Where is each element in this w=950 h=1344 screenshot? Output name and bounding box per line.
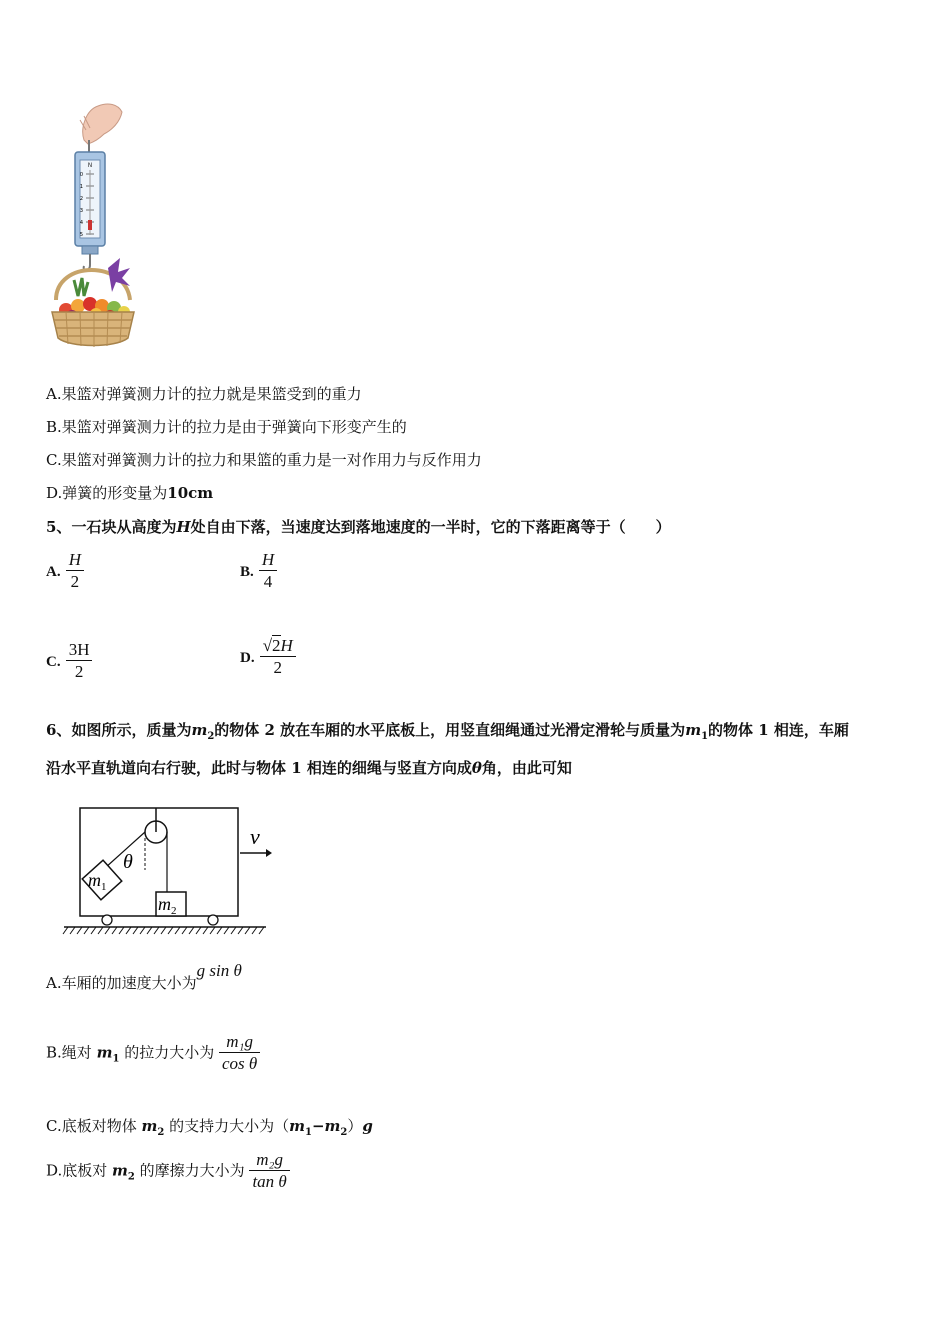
q4-option-a[interactable] xyxy=(46,384,362,404)
q6-option-d[interactable]: D.底板对 $m_2$ 的摩擦力大小为 $\frac{\text{m₂g}}{\text{tan θ}}$ xyxy=(46,1150,290,1193)
hatch-line xyxy=(112,927,117,934)
fraction: $\frac{\text{m₁g}}{\text{cos θ}}$ xyxy=(219,1032,260,1075)
hatch-line xyxy=(217,927,222,934)
scale-tick-label: 5 xyxy=(79,232,83,238)
hatch-line xyxy=(119,927,124,934)
q6-stem-line2: 沿水平直轨道向右行驶，此时与物体 1 相连的细绳与竖直方向成θ角，由此可知 xyxy=(46,759,572,777)
hatch-line xyxy=(105,927,110,934)
scale-unit: N xyxy=(87,162,93,169)
scale-tick-label: 4 xyxy=(79,220,83,226)
option-label: C. xyxy=(46,451,62,469)
q4-option-c[interactable] xyxy=(46,450,482,470)
scale-tick-label: 3 xyxy=(79,208,83,214)
option-text: 果篮对弹簧测力计的拉力是由于弹簧向下形变产生的 xyxy=(61,418,407,436)
hatch-line xyxy=(182,927,187,934)
hatch-line xyxy=(63,927,68,934)
hatch-line xyxy=(168,927,173,934)
hatch-line xyxy=(224,927,229,934)
var-h: H xyxy=(176,518,191,536)
hatch-line xyxy=(70,927,75,934)
option-label: A. xyxy=(46,564,61,580)
hatch-line xyxy=(147,927,152,934)
option-label: C. xyxy=(46,654,61,670)
sqrt-icon: √ xyxy=(262,636,273,655)
m2-label: $m_2$ xyxy=(158,894,177,917)
hatch-line xyxy=(238,927,243,934)
hatch-line xyxy=(154,927,159,934)
hatch-line xyxy=(133,927,138,934)
q5-option-b[interactable] xyxy=(240,550,277,593)
hatch-line xyxy=(196,927,201,934)
q5-option-c[interactable] xyxy=(46,640,92,683)
q5-stem: 5、一石块从高度为H处自由下落，当速度达到落地速度的一半时，它的下落距离等于（ ） xyxy=(46,518,671,536)
q6-option-b[interactable]: B.绳对 $m_1$ 的拉力大小为 $\frac{\text{m₁g}}{\text{cos θ}}$ xyxy=(46,1032,260,1075)
train-car-diagram xyxy=(60,800,280,940)
velocity-label: v xyxy=(250,824,260,849)
hatch-line xyxy=(161,927,166,934)
m1-label: $m_1$ xyxy=(88,870,107,893)
wheel xyxy=(102,915,112,925)
q5-option-d[interactable] xyxy=(240,636,296,679)
hatch-line xyxy=(77,927,82,934)
hatch-line xyxy=(252,927,257,934)
hatch-line xyxy=(210,927,215,934)
spring-scale-figure xyxy=(46,100,146,350)
scale-tick-label: 2 xyxy=(79,196,83,202)
option-text: 弹簧的形变量为 xyxy=(62,484,168,502)
option-text: 果篮对弹簧测力计的拉力和果篮的重力是一对作用力与反作用力 xyxy=(61,451,482,469)
question-number: 5、 xyxy=(46,518,72,536)
hatch-line xyxy=(140,927,145,934)
hatch-line xyxy=(231,927,236,934)
scale-tick-label: 0 xyxy=(79,172,83,178)
theta-label: θ xyxy=(123,851,133,873)
option-label: A. xyxy=(46,385,62,403)
hatch-line xyxy=(91,927,96,934)
answer-math: g sin θ xyxy=(196,961,242,980)
fraction: $\frac{H}{4}$ xyxy=(259,550,277,593)
hand-icon xyxy=(83,104,122,144)
option-label: B. xyxy=(46,418,62,436)
q4-option-b[interactable] xyxy=(46,417,407,437)
option-label: D. xyxy=(240,650,255,666)
ground-hatching xyxy=(63,927,264,934)
option-text: 果篮对弹簧测力计的拉力就是果篮受到的重力 xyxy=(61,385,362,403)
hatch-line xyxy=(259,927,264,934)
q6-option-a[interactable]: A.车厢的加速度大小为g sin θ xyxy=(46,961,242,992)
option-label: A. xyxy=(46,974,62,992)
option-value: 10cm xyxy=(167,484,214,502)
fraction: $\frac{√2H}{2}$ xyxy=(260,636,296,679)
hatch-line xyxy=(245,927,250,934)
hatch-line xyxy=(175,927,180,934)
question-number: 6、 xyxy=(46,721,72,739)
q4-option-d[interactable] xyxy=(46,483,213,503)
fraction: $\frac{H}{2}$ xyxy=(66,550,84,593)
hatch-line xyxy=(203,927,208,934)
q5-option-a[interactable] xyxy=(46,550,84,593)
hatch-line xyxy=(84,927,89,934)
option-label: B. xyxy=(240,564,254,580)
hatch-line xyxy=(189,927,194,934)
hatch-line xyxy=(126,927,131,934)
arrow-right-icon xyxy=(266,849,272,857)
hatch-line xyxy=(98,927,103,934)
scale-tick-label: 1 xyxy=(79,184,83,190)
option-label: D. xyxy=(46,484,63,502)
fraction: $\frac{\text{m₂g}}{\text{tan θ}}$ xyxy=(249,1150,289,1193)
wheel xyxy=(208,915,218,925)
q6-stem-line1: 6、如图所示，质量为$m_2$的物体 2 放在车厢的水平底板上，用竖直细绳通过光滑定滑轮与质量为$m_1$的物体 1 相连，车厢 xyxy=(46,721,849,742)
q6-option-c[interactable]: C.底板对物体 $m_2$ 的支持力大小为$(m_1-m_2)g$ xyxy=(46,1117,373,1138)
fraction: $\frac{3H}{2}$ xyxy=(66,640,93,683)
